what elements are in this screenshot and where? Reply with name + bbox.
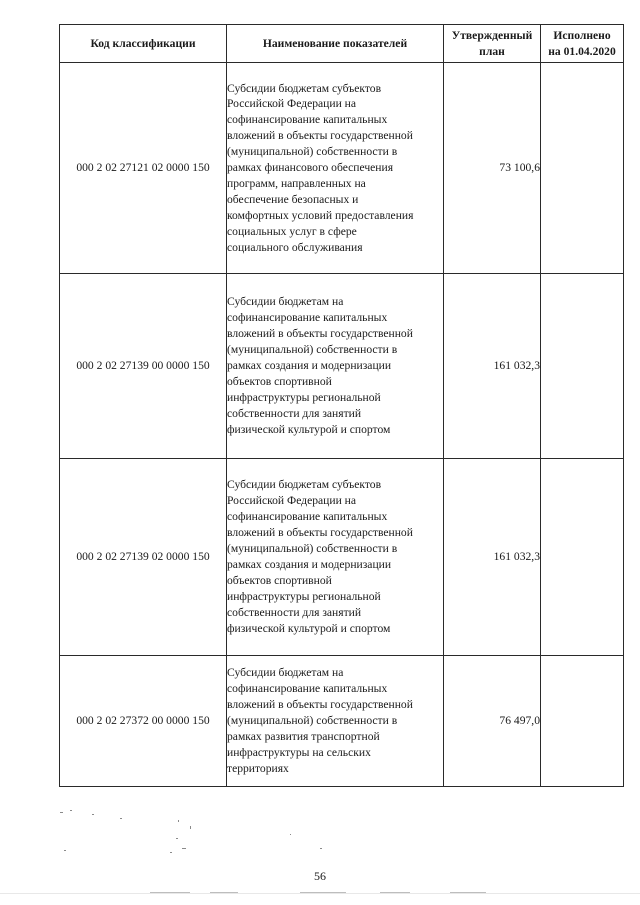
indicator-name-line: (муниципальной) собственности в [227, 343, 398, 357]
classification-code: 000 2 02 27139 00 0000 150 [60, 274, 227, 459]
indicator-name-line: (муниципальной) собственности в [227, 145, 398, 159]
header-code: Код классификации [60, 25, 227, 63]
approved-plan-value: 161 032,3 [444, 459, 541, 656]
indicator-name-line: рамках создания и модернизации [227, 558, 392, 571]
indicator-name-line: социального обслуживания [227, 240, 363, 254]
page-number: 56 [314, 869, 326, 883]
indicator-name-line: физической культурой и спортом [227, 422, 391, 436]
indicator-name-line: Субсидии бюджетам на [227, 295, 344, 309]
indicator-name [227, 63, 444, 274]
indicator-name [227, 274, 444, 459]
header-plan-line: план [479, 44, 505, 58]
executed-value [541, 656, 624, 787]
executed-value [541, 459, 624, 656]
indicator-name-line: (муниципальной) собственности в [227, 542, 398, 556]
table-row [60, 459, 624, 656]
indicator-name-line: программ, направленных на [227, 176, 366, 190]
indicator-name-line: вложений в объекты государственной [227, 526, 413, 540]
header-plan [444, 25, 541, 63]
indicator-name-line: Субсидии бюджетам на [227, 666, 344, 680]
indicator-name-line: комфортных условий предоставления [227, 208, 414, 222]
header-name: Наименование показателей [227, 25, 444, 63]
indicator-name-line: Российской Федерации на [227, 494, 357, 508]
indicator-name-line: собственности для занятий [227, 605, 362, 619]
classification-code: 000 2 02 27121 02 0000 150 [60, 63, 227, 274]
indicator-name-line: инфраструктуры региональной [227, 390, 381, 404]
header-done [541, 25, 624, 63]
budget-table [59, 24, 624, 787]
indicator-name [227, 656, 444, 787]
indicator-name-line: софинансирование капитальных [227, 311, 388, 325]
indicator-name-line: объектов спортивной [227, 573, 332, 587]
indicator-name-line: инфраструктуры региональной [227, 589, 381, 603]
indicator-name-line: (муниципальной) собственности в [227, 714, 398, 728]
approved-plan-value: 76 497,0 [444, 656, 541, 787]
indicator-name-line: вложений в объекты государственной [227, 129, 413, 143]
indicator-name-line: софинансирование капитальных [227, 510, 388, 524]
indicator-name-line: Субсидии бюджетам субъектов [227, 478, 382, 492]
classification-code: 000 2 02 27139 02 0000 150 [60, 459, 227, 656]
indicator-name-line: обеспечение безопасных и [227, 192, 359, 206]
indicator-name-line: рамках развития транспортной [227, 729, 380, 743]
indicator-name-line: социальных услуг в сфере [227, 224, 357, 238]
indicator-name-line: софинансирование капитальных [227, 682, 388, 696]
header-done-line: Исполнено [553, 28, 611, 42]
approved-plan-value: 73 100,6 [444, 63, 541, 274]
executed-value [541, 274, 624, 459]
table-header-row [60, 25, 624, 63]
executed-value [541, 63, 624, 274]
indicator-name-line: вложений в объекты государственной [227, 327, 413, 341]
header-done-line: на 01.04.2020 [548, 44, 616, 58]
table-row [60, 63, 624, 274]
indicator-name-line: вложений в объекты государственной [227, 698, 413, 712]
indicator-name-line: физической культурой и спортом [227, 621, 391, 635]
indicator-name-line: территориях [227, 761, 289, 775]
indicator-name-line: рамках финансового обеспечения [227, 161, 394, 175]
indicator-name-line: собственности для занятий [227, 406, 362, 420]
indicator-name-line: Российской Федерации на [227, 97, 357, 111]
indicator-name-line: Субсидии бюджетам субъектов [227, 81, 382, 95]
indicator-name-line: софинансирование капитальных [227, 113, 388, 127]
table-row [60, 274, 624, 459]
classification-code: 000 2 02 27372 00 0000 150 [60, 656, 227, 787]
header-plan-line: Утвержденный [451, 28, 533, 42]
table-row [60, 656, 624, 787]
approved-plan-value: 161 032,3 [444, 274, 541, 459]
indicator-name-line: рамках создания и модернизации [227, 359, 392, 373]
indicator-name [227, 459, 444, 656]
indicator-name-line: объектов спортивной [227, 374, 332, 388]
indicator-name-line: инфраструктуры на сельских [227, 745, 371, 759]
